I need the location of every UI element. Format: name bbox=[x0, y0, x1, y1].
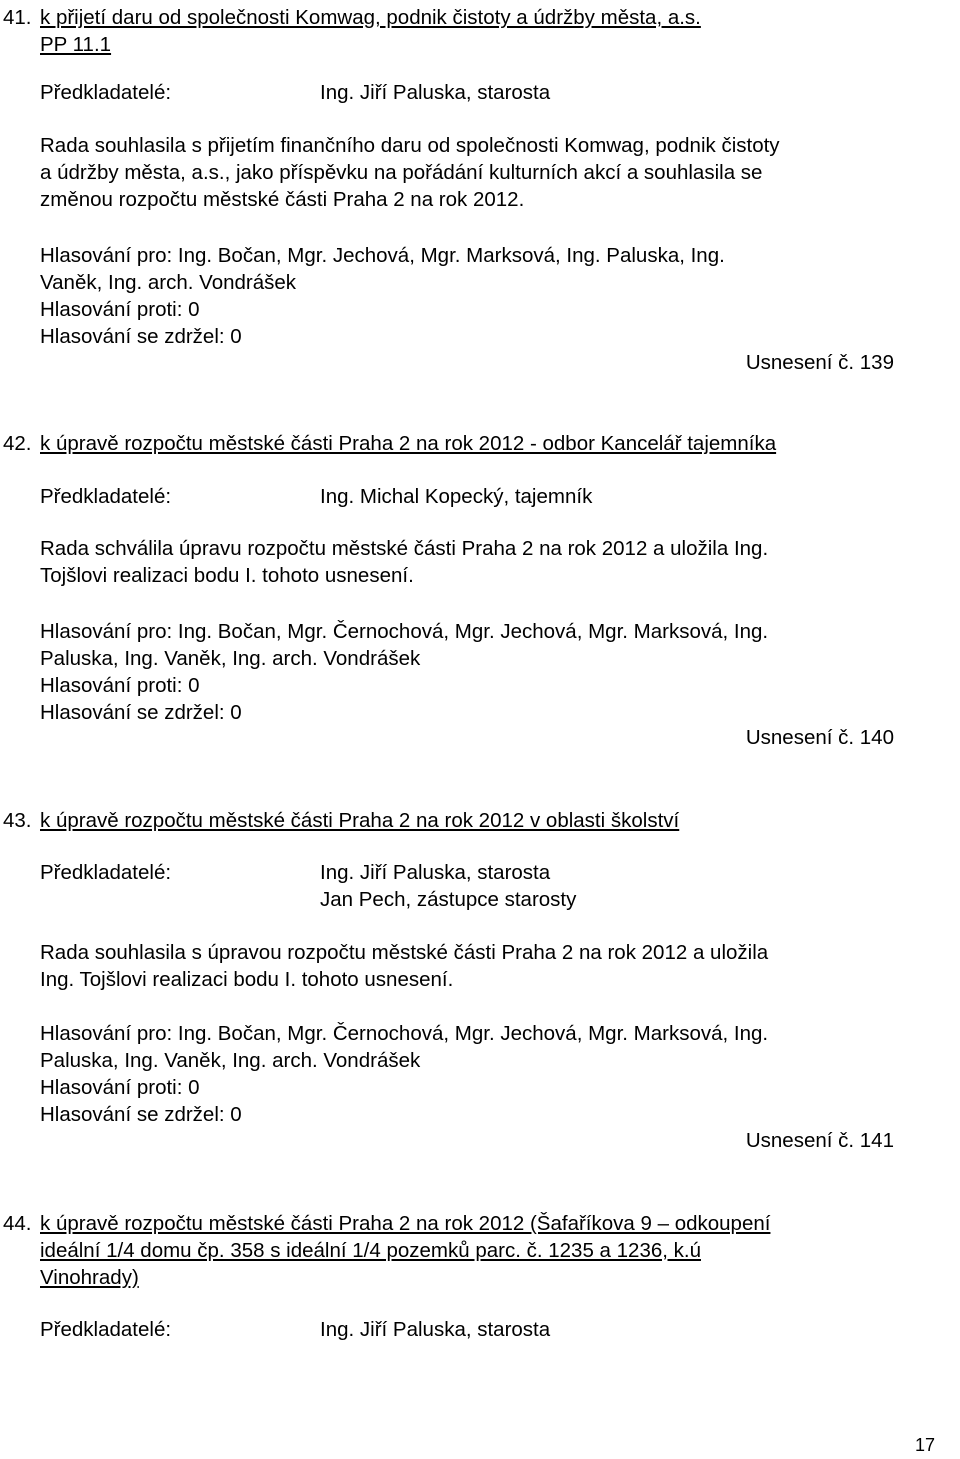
vote-line: Hlasování proti: 0 bbox=[40, 1076, 200, 1099]
title-line: k úpravě rozpočtu městské části Praha 2 na rok 2012 v oblasti školství bbox=[40, 809, 680, 832]
vote-line: Hlasování pro: Ing. Bočan, Mgr. Černochová, Mgr. Jechová, Mgr. Marksová, Ing. bbox=[40, 1022, 769, 1045]
vote-line: Hlasování se zdržel: 0 bbox=[40, 701, 242, 724]
decision-text bbox=[40, 939, 920, 993]
title-line: PP 11.1 bbox=[40, 33, 112, 56]
title-line: k úpravě rozpočtu městské části Praha 2 na rok 2012 (Šafaříkova 9 – odkoupení bbox=[40, 1212, 771, 1235]
vote-line: Hlasování se zdržel: 0 bbox=[40, 325, 242, 348]
resolution-number: Usnesení č. 141 bbox=[745, 1129, 894, 1152]
vote-block bbox=[40, 242, 920, 350]
item-number: 42. bbox=[3, 432, 32, 455]
resolution-number: Usnesení č. 139 bbox=[745, 351, 894, 374]
title-line: ideální 1/4 domu čp. 358 s ideální 1/4 pozemků parc. č. 1235 a 1236, k.ú bbox=[40, 1239, 701, 1262]
presenter-line: Jan Pech, zástupce starosty bbox=[320, 888, 577, 911]
vote-line: Hlasování proti: 0 bbox=[40, 674, 200, 697]
presenter-label: Předkladatelé: bbox=[40, 1318, 172, 1341]
item-title bbox=[40, 430, 920, 457]
decision-line: změnou rozpočtu městské části Praha 2 na rok 2012. bbox=[40, 188, 525, 211]
vote-line: Paluska, Ing. Vaněk, Ing. arch. Vondrášek bbox=[40, 1049, 421, 1072]
decision-text bbox=[40, 132, 920, 213]
decision-line: Rada souhlasila s úpravou rozpočtu městské části Praha 2 na rok 2012 a uložila bbox=[40, 941, 769, 964]
vote-line: Hlasování pro: Ing. Bočan, Mgr. Černochová, Mgr. Jechová, Mgr. Marksová, Ing. bbox=[40, 620, 769, 643]
presenter-name: Ing. Michal Kopecký, tajemník bbox=[320, 485, 593, 508]
presenter-label: Předkladatelé: bbox=[40, 81, 172, 104]
decision-text bbox=[40, 535, 920, 589]
presenter-label: Předkladatelé: bbox=[40, 861, 172, 884]
presenter-line: Ing. Jiří Paluska, starosta bbox=[320, 861, 551, 884]
decision-line: Tojšlovi realizaci bodu I. tohoto usnesení. bbox=[40, 564, 414, 587]
presenter-name bbox=[320, 859, 576, 913]
vote-line: Hlasování se zdržel: 0 bbox=[40, 1103, 242, 1126]
vote-line: Hlasování proti: 0 bbox=[40, 298, 200, 321]
presenter-name: Ing. Jiří Paluska, starosta bbox=[320, 81, 551, 104]
decision-line: Rada schválila úpravu rozpočtu městské části Praha 2 na rok 2012 a uložila Ing. bbox=[40, 537, 769, 560]
vote-block bbox=[40, 1020, 920, 1128]
vote-line: Hlasování pro: Ing. Bočan, Mgr. Jechová, Mgr. Marksová, Ing. Paluska, Ing. bbox=[40, 244, 725, 267]
presenter-label: Předkladatelé: bbox=[40, 485, 172, 508]
item-number: 43. bbox=[3, 809, 32, 832]
presenter-name: Ing. Jiří Paluska, starosta bbox=[320, 1318, 551, 1341]
resolution-number: Usnesení č. 140 bbox=[745, 726, 894, 749]
page-number: 17 bbox=[914, 1435, 935, 1455]
title-line: Vinohrady) bbox=[40, 1266, 139, 1289]
vote-line: Vaněk, Ing. arch. Vondrášek bbox=[40, 271, 297, 294]
item-number: 44. bbox=[3, 1212, 32, 1235]
item-title bbox=[40, 4, 920, 58]
item-number: 41. bbox=[3, 6, 32, 29]
decision-line: Rada souhlasila s přijetím finančního daru od společnosti Komwag, podnik čistoty bbox=[40, 134, 780, 157]
decision-line: a údržby města, a.s., jako příspěvku na pořádání kulturních akcí a souhlasila se bbox=[40, 161, 763, 184]
item-title bbox=[40, 1210, 920, 1291]
vote-line: Paluska, Ing. Vaněk, Ing. arch. Vondrášek bbox=[40, 647, 421, 670]
title-line: k přijetí daru od společnosti Komwag, podnik čistoty a údržby města, a.s. bbox=[40, 6, 701, 29]
decision-line: Ing. Tojšlovi realizaci bodu I. tohoto usnesení. bbox=[40, 968, 454, 991]
vote-block bbox=[40, 618, 920, 726]
title-line: k úpravě rozpočtu městské části Praha 2 na rok 2012 - odbor Kancelář tajemníka bbox=[40, 432, 777, 455]
item-title bbox=[40, 807, 920, 834]
